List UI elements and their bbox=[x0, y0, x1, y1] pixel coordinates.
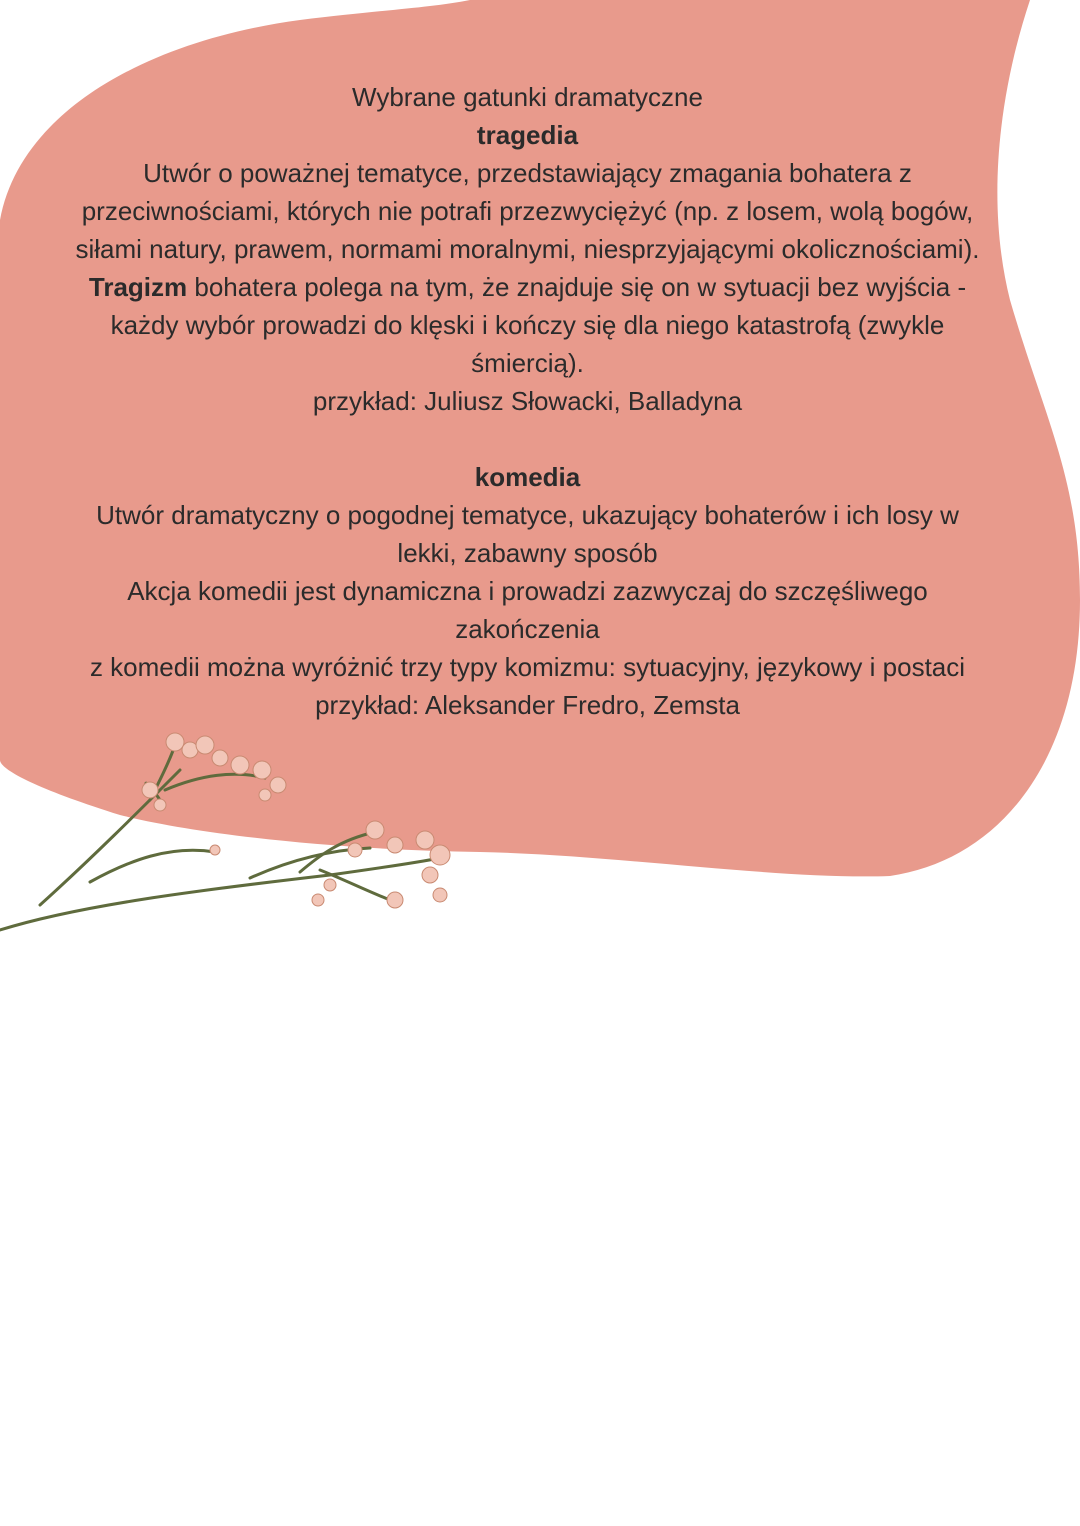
dried-flower-sprig bbox=[0, 700, 480, 950]
document-body bbox=[40, 78, 1015, 724]
section-spacer bbox=[40, 420, 1015, 458]
paragraph-line: Akcja komedii jest dynamiczna i prowadzi zazwyczaj do szczęśliwego bbox=[127, 576, 928, 606]
term-definition: bohatera polega na tym, że znajduje się on w sytuacji bez wyjścia - bbox=[187, 272, 967, 302]
paragraph-line-tragizm bbox=[40, 268, 1015, 306]
paragraph-line: każdy wybór prowadzi do klęski i kończy się dla niego katastrofą (zwykle bbox=[110, 310, 945, 340]
paragraph-line: przeciwnościami, których nie potrafi przezwyciężyć (np. z losem, wolą bogów, bbox=[81, 196, 974, 226]
term-tragizm: Tragizm bbox=[88, 272, 188, 302]
example-line: przykład: Juliusz Słowacki, Balladyna bbox=[312, 386, 743, 416]
section-heading-komedia: komedia bbox=[474, 462, 581, 492]
paragraph-line: siłami natury, prawem, normami moralnymi, niesprzyjającymi okolicznościami). bbox=[75, 234, 980, 264]
paragraph-line: z komedii można wyróżnić trzy typy komizmu: sytuacyjny, językowy i postaci bbox=[89, 652, 966, 682]
paragraph-line: śmiercią). bbox=[471, 348, 584, 378]
document-title: Wybrane gatunki dramatyczne bbox=[352, 82, 703, 112]
paragraph-line: lekki, zabawny sposób bbox=[397, 538, 658, 568]
paragraph-line: Utwór o poważnej tematyce, przedstawiający zmagania bohatera z bbox=[143, 158, 912, 188]
section-heading-tragedia: tragedia bbox=[476, 120, 579, 150]
paragraph-line: zakończenia bbox=[455, 614, 600, 644]
example-line: przykład: Aleksander Fredro, Zemsta bbox=[315, 690, 740, 720]
paragraph-line: Utwór dramatyczny o pogodnej tematyce, ukazujący bohaterów i ich losy w bbox=[96, 500, 959, 530]
